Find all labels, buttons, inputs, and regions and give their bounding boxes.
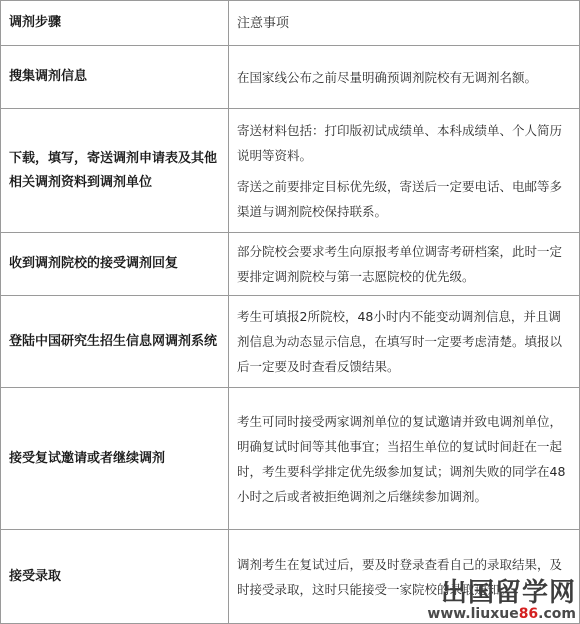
note-paragraph: 寄送之前要排定目标优先级，寄送后一定要电话、电邮等多渠道与调剂院校保持联系。 xyxy=(237,178,563,219)
watermark-url-suffix: .com xyxy=(538,606,576,622)
note-paragraph: 部分院校会要求考生向原报考单位调寄考研档案，此时一定要排定调剂院校与第一志愿院校的优先级。 xyxy=(237,244,563,284)
note-paragraph: 考生可填报2所院校，48小时内不能变动调剂信息，并且调剂信息为动态显示信息，在填写时一定要考虑清楚。填报以后一定要及时查看反馈结果。 xyxy=(237,309,563,374)
step-cell: 接受录取 xyxy=(1,530,229,624)
note-cell xyxy=(229,296,580,388)
note-cell xyxy=(229,233,580,296)
table-row xyxy=(1,233,580,296)
note-paragraph: 在国家线公布之前尽量明确预调剂院校有无调剂名额。 xyxy=(237,69,538,85)
table-row xyxy=(1,388,580,530)
step-cell: 收到调剂院校的接受调剂回复 xyxy=(1,233,229,296)
watermark-title: 出国留学网 xyxy=(440,578,576,608)
watermark-url xyxy=(427,607,576,621)
note-cell xyxy=(229,109,580,233)
header-step: 调剂步骤 xyxy=(1,1,229,46)
step-cell: 搜集调剂信息 xyxy=(1,46,229,109)
note-cell xyxy=(229,46,580,109)
note-paragraph: 调剂考生在复试过后，要及时登录查看自己的录取结果，及时接受录取，这时只能接受一家院校的录取通知。 xyxy=(237,556,563,597)
table-row xyxy=(1,296,580,388)
table-header-row xyxy=(1,1,580,46)
watermark-url-number: 86 xyxy=(518,606,539,622)
note-cell xyxy=(229,388,580,530)
step-cell: 下载，填写，寄送调剂申请表及其他相关调剂资料到调剂单位 xyxy=(1,109,229,233)
watermark-url-prefix: www.liuxue xyxy=(427,606,519,622)
step-cell: 登陆中国研究生招生信息网调剂系统 xyxy=(1,296,229,388)
table-row xyxy=(1,109,580,233)
header-note: 注意事项 xyxy=(229,1,580,46)
site-watermark xyxy=(427,580,576,621)
table-row xyxy=(1,46,580,109)
step-cell: 接受复试邀请或者继续调剂 xyxy=(1,388,229,530)
note-paragraph: 考生可同时接受两家调剂单位的复试邀请并致电调剂单位，明确复试时间等其他事宜；当招生单位的复试时间赶在一起时，考生要科学排定优先级参加复试；调剂失败的同学在48小时之后或者被拒绝调剂之后继续参加调剂。 xyxy=(237,413,566,504)
note-paragraph: 寄送材料包括：打印版初试成绩单、本科成绩单、个人简历说明等资料。 xyxy=(237,122,563,163)
